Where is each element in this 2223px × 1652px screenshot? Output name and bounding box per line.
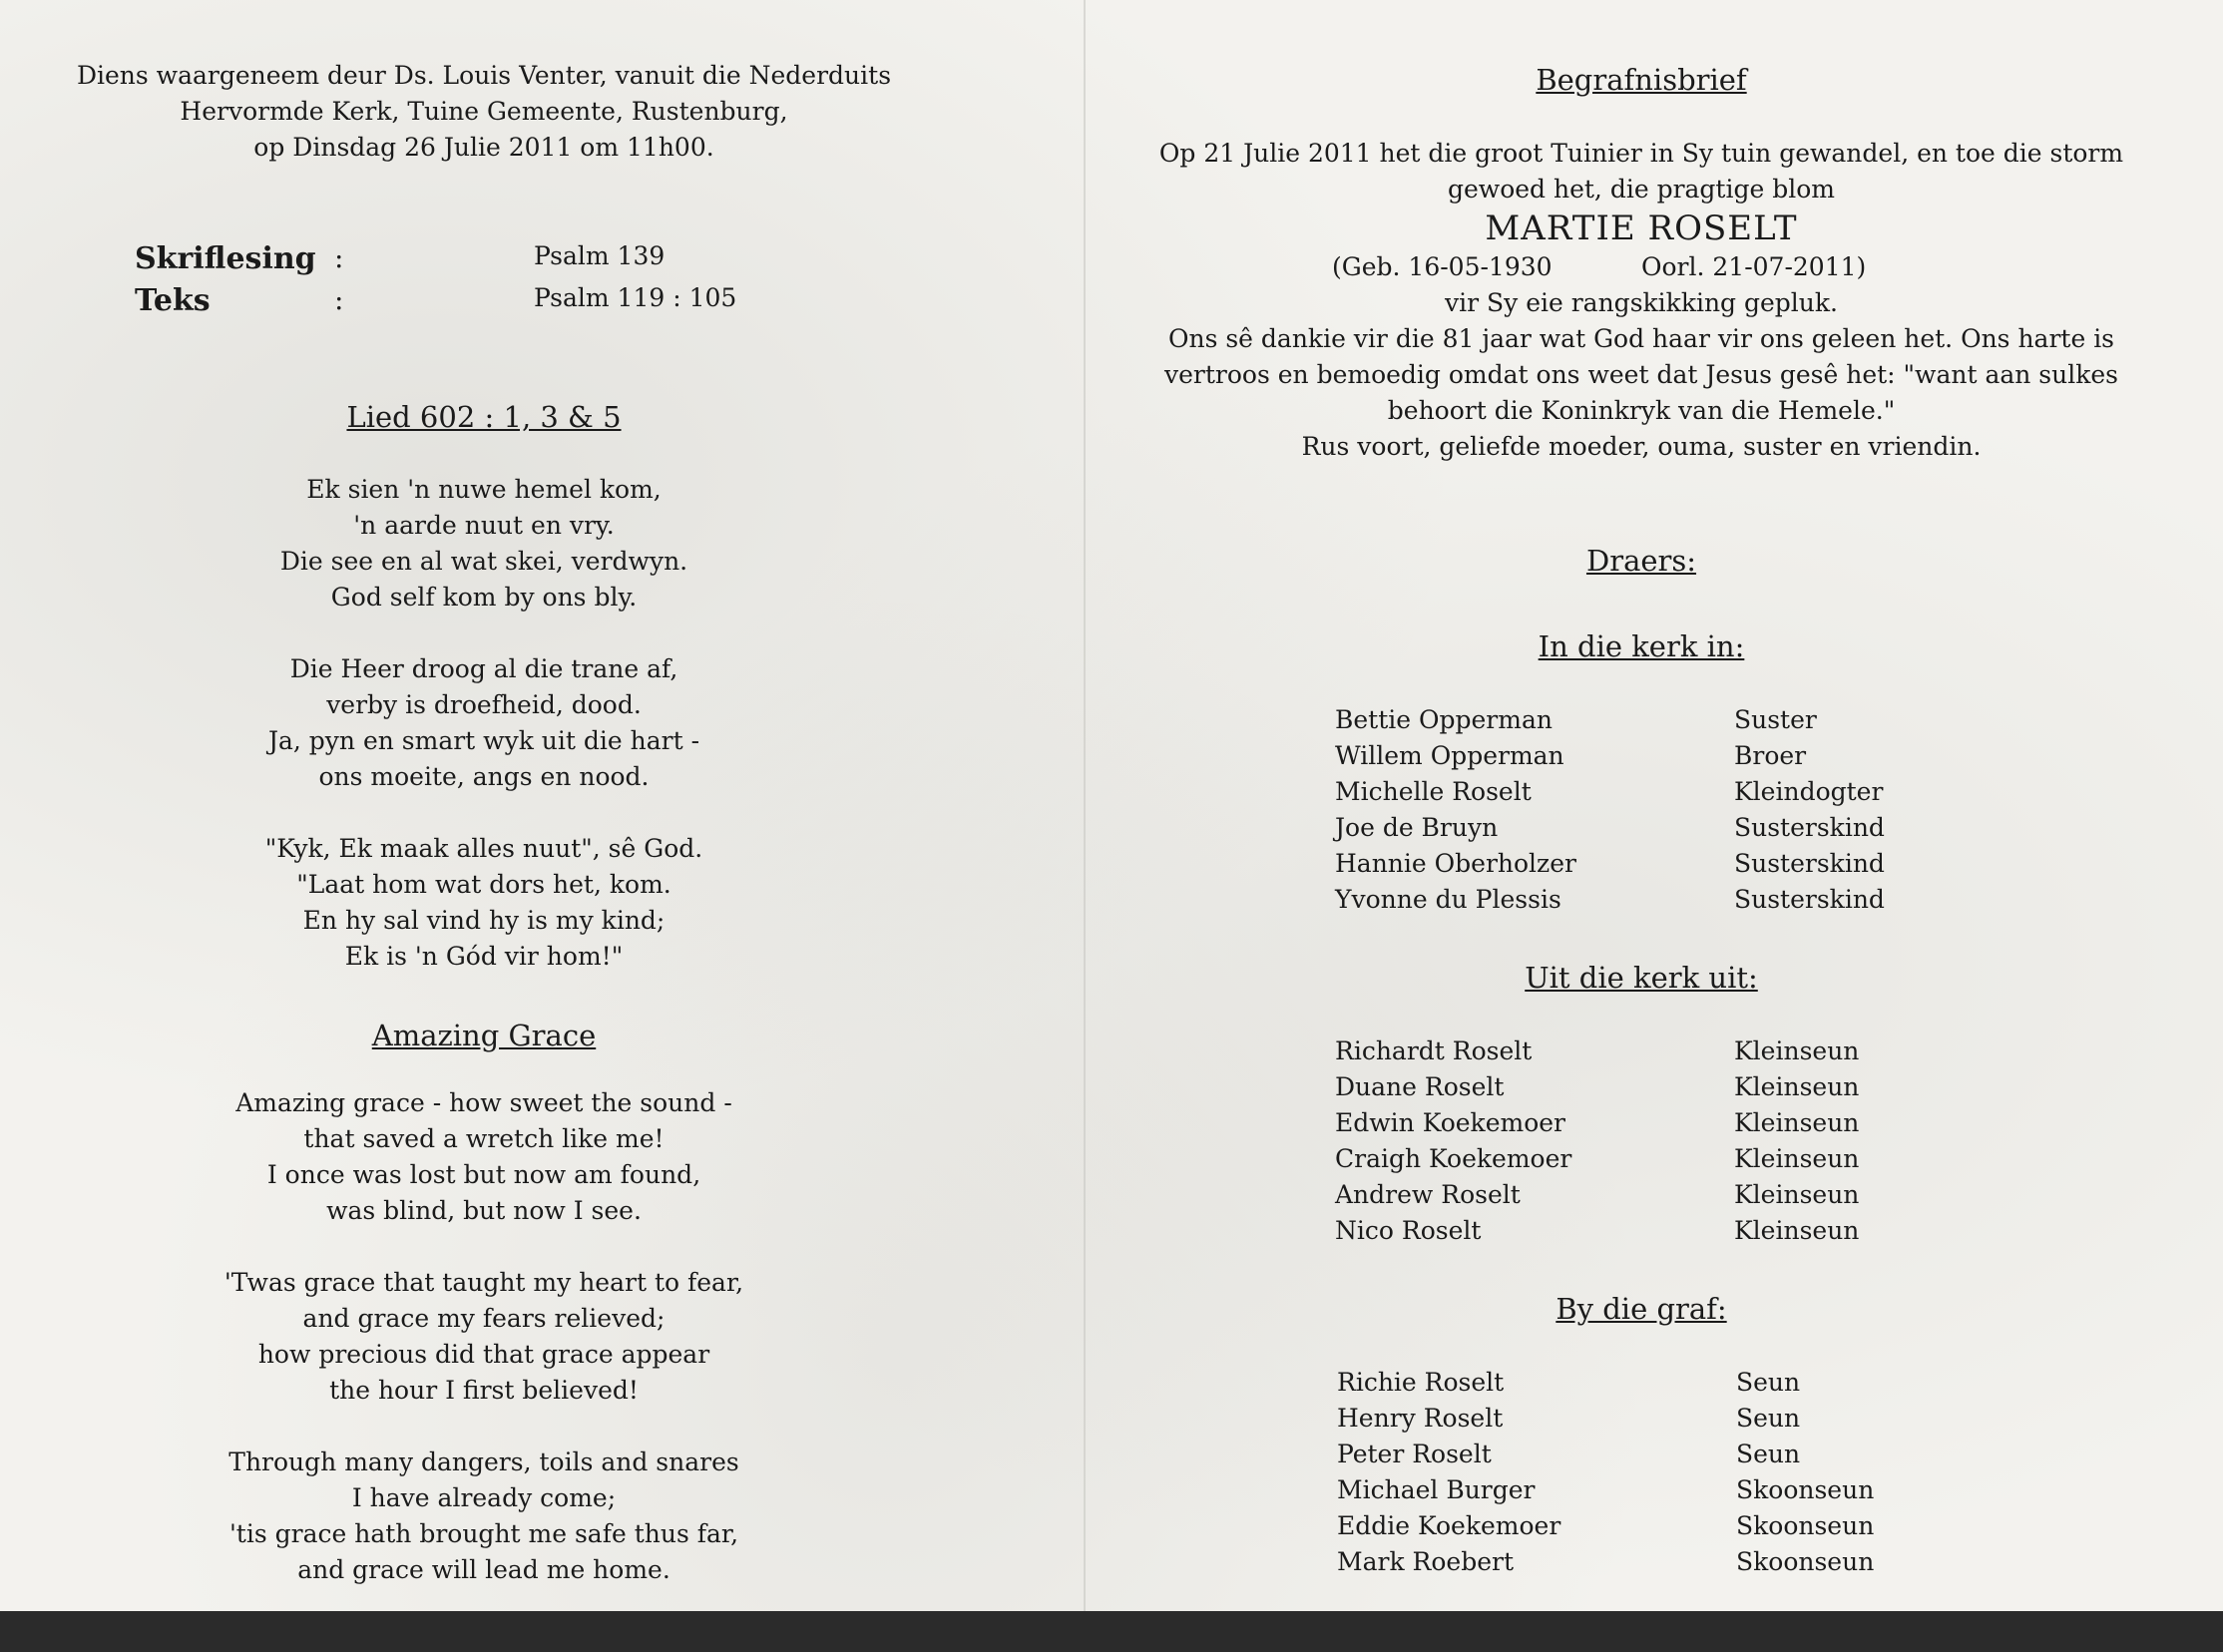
group-heading: By die graf: (1556, 1292, 1727, 1326)
verse-line: En hy sal vind hy is my kind; (302, 906, 666, 935)
bearers-list (1335, 1033, 2033, 1249)
bearer-name: Peter Roselt (1337, 1440, 1492, 1468)
verse-line: verby is droefheid, dood. (326, 690, 642, 719)
bearer-relation: Kleinseun (1734, 1180, 1860, 1209)
bearers-list (1337, 1365, 2035, 1580)
death-date: Oorl. 21-07-2011) (1641, 252, 1867, 281)
group-heading: In die kerk in: (1538, 629, 1745, 663)
bearer-name: Nico Roselt (1335, 1216, 1482, 1245)
verse-line: 'Twas grace that taught my heart to fear, (223, 1268, 744, 1297)
closing-line: vir Sy eie rangskikking gepluk. (1444, 288, 1839, 317)
song-stanza (60, 1445, 908, 1588)
reading-label: Skriflesing (135, 241, 316, 276)
bearer-name: Eddie Koekemoer (1337, 1511, 1561, 1540)
verse-line: I once was lost but now am found, (266, 1160, 701, 1189)
hymn-stanza (60, 472, 908, 616)
bearer-row (1337, 1472, 2035, 1508)
announcement (1137, 136, 2145, 207)
bearers-title: Draers: (1585, 544, 1697, 578)
page-fold (1084, 0, 1086, 1611)
bearer-relation: Broer (1734, 741, 1807, 770)
bearer-relation: Seun (1736, 1440, 1801, 1468)
verse-line: Ja, pyn en smart wyk uit die hart - (267, 726, 700, 755)
verse-line: Die Heer droog al die trane af, (289, 654, 678, 683)
hymn-title: Lied 602 : 1, 3 & 5 (346, 400, 622, 434)
bearer-relation: Skoonseun (1736, 1475, 1875, 1504)
closing-text (1137, 285, 2145, 465)
verse-line: that saved a wretch like me! (303, 1124, 665, 1153)
reading-colon: : (334, 283, 344, 316)
bearer-name: Willem Opperman (1335, 741, 1564, 770)
verse-line: 'n aarde nuut en vry. (353, 511, 615, 540)
announce-line: Op 21 Julie 2011 het die groot Tuinier in Sy tuin gewandel, en toe die storm (1158, 139, 2124, 168)
readings (135, 241, 833, 325)
bearer-row (1335, 1069, 2033, 1105)
bearer-row (1335, 1177, 2033, 1213)
bearer-relation: Seun (1736, 1368, 1801, 1397)
verse-line: the hour I first believed! (329, 1376, 639, 1405)
bearer-row (1337, 1544, 2035, 1580)
verse-line: "Kyk, Ek maak alles nuut", sê God. (264, 834, 703, 863)
bearer-relation: Susterskind (1734, 849, 1885, 878)
bearer-row (1335, 738, 2033, 774)
closing-line: vertroos en bemoedig omdat ons weet dat Jesus gesê het: "want aan sulkes (1163, 360, 2119, 389)
obituary-title: Begrafnisbrief (1536, 63, 1747, 97)
bearer-row (1337, 1401, 2035, 1437)
bearer-relation: Kleinseun (1734, 1108, 1860, 1137)
bearer-row (1335, 702, 2033, 738)
announce-line: gewoed het, die pragtige blom (1448, 175, 1835, 204)
bearer-name: Craigh Koekemoer (1335, 1144, 1572, 1173)
bearer-row (1337, 1437, 2035, 1472)
verse-line: Amazing grace - how sweet the sound - (235, 1088, 732, 1117)
verse-line: 'tis grace hath brought me safe thus far, (228, 1519, 739, 1548)
verse-line: and grace my fears relieved; (302, 1304, 666, 1333)
verse-line: "Laat hom wat dors het, kom. (296, 870, 671, 899)
intro-line: Diens waargeneem deur Ds. Louis Venter, vanuit die Nederduits (76, 61, 892, 90)
bearer-relation: Suster (1734, 705, 1817, 734)
bearer-relation: Skoonseun (1736, 1547, 1875, 1576)
bearer-name: Michelle Roselt (1335, 777, 1532, 806)
bearer-relation: Kleinseun (1734, 1036, 1860, 1065)
bearer-name: Richardt Roselt (1335, 1036, 1533, 1065)
closing-line: Rus voort, geliefde moeder, ouma, suster en vriendin. (1301, 432, 1982, 461)
bearer-name: Andrew Roselt (1335, 1180, 1521, 1209)
bearer-name: Bettie Opperman (1335, 705, 1553, 734)
bearer-row (1335, 1033, 2033, 1069)
verse-line: was blind, but now I see. (326, 1196, 642, 1225)
bearer-row (1337, 1365, 2035, 1401)
bearer-relation: Kleinseun (1734, 1216, 1860, 1245)
verse-line: how precious did that grace appear (257, 1340, 710, 1369)
reading-row (135, 241, 833, 283)
reading-colon: : (334, 241, 344, 274)
verse-line: I have already come; (351, 1483, 617, 1512)
verse-line: Ek is 'n Gód vir hom!" (344, 942, 624, 971)
bearer-name: Mark Roebert (1337, 1547, 1515, 1576)
bearer-name: Richie Roselt (1337, 1368, 1505, 1397)
bearer-relation: Kleinseun (1734, 1144, 1860, 1173)
bearer-relation: Kleinseun (1734, 1072, 1860, 1101)
hymn-section (60, 397, 908, 975)
dates-row (1137, 249, 2145, 285)
bearer-name: Edwin Koekemoer (1335, 1108, 1565, 1137)
bearer-row (1337, 1508, 2035, 1544)
bearer-row (1335, 810, 2033, 846)
bearer-row (1335, 774, 2033, 810)
bearer-name: Hannie Oberholzer (1335, 849, 1576, 878)
reading-label: Teks (135, 283, 211, 318)
scan-bottom-edge (0, 1611, 2223, 1652)
right-page (1137, 0, 2145, 1611)
service-intro (60, 58, 908, 166)
verse-line: ons moeite, angs en nood. (318, 762, 650, 791)
amazing-grace-section (60, 1016, 908, 1588)
reading-row (135, 283, 833, 325)
bearer-row (1335, 1141, 2033, 1177)
birth-date: (Geb. 16-05-1930 (1332, 252, 1553, 281)
bearer-relation: Kleindogter (1734, 777, 1884, 806)
song-stanza (60, 1265, 908, 1409)
verse-line: Ek sien 'n nuwe hemel kom, (306, 475, 662, 504)
hymn-stanza (60, 651, 908, 795)
hymn-stanza (60, 831, 908, 975)
bearer-row (1335, 846, 2033, 882)
intro-line: op Dinsdag 26 Julie 2011 om 11h00. (253, 133, 714, 162)
closing-line: Ons sê dankie vir die 81 jaar wat God haar vir ons geleen het. Ons harte is (1167, 324, 2115, 353)
song-title: Amazing Grace (371, 1019, 597, 1052)
verse-line: God self kom by ons bly. (330, 583, 638, 612)
obituary-section (1137, 60, 2145, 465)
song-stanza (60, 1085, 908, 1229)
reading-value: Psalm 139 (534, 241, 666, 270)
verse-line: and grace will lead me home. (297, 1555, 670, 1584)
bearer-row (1335, 1213, 2033, 1249)
bearers-list (1335, 702, 2033, 918)
bearer-relation: Susterskind (1734, 813, 1885, 842)
bearer-name: Henry Roselt (1337, 1404, 1504, 1433)
bearer-name: Duane Roselt (1335, 1072, 1505, 1101)
verse-line: Through many dangers, toils and snares (228, 1447, 739, 1476)
intro-line: Hervormde Kerk, Tuine Gemeente, Rustenburg, (180, 97, 788, 126)
bearer-row (1335, 1105, 2033, 1141)
reading-value: Psalm 119 : 105 (534, 283, 737, 312)
bearer-row (1335, 882, 2033, 918)
group-heading: Uit die kerk uit: (1525, 961, 1758, 995)
bearer-name: Michael Burger (1337, 1475, 1536, 1504)
bearer-relation: Susterskind (1734, 885, 1885, 914)
bearer-relation: Skoonseun (1736, 1511, 1875, 1540)
left-page (60, 0, 908, 1611)
bearer-name: Yvonne du Plessis (1335, 885, 1561, 914)
bearer-name: Joe de Bruyn (1335, 813, 1499, 842)
verse-line: Die see en al wat skei, verdwyn. (279, 547, 688, 576)
deceased-name: MARTIE ROSELT (1485, 208, 1798, 248)
closing-line: behoort die Koninkryk van die Hemele." (1387, 396, 1896, 425)
bearer-relation: Seun (1736, 1404, 1801, 1433)
